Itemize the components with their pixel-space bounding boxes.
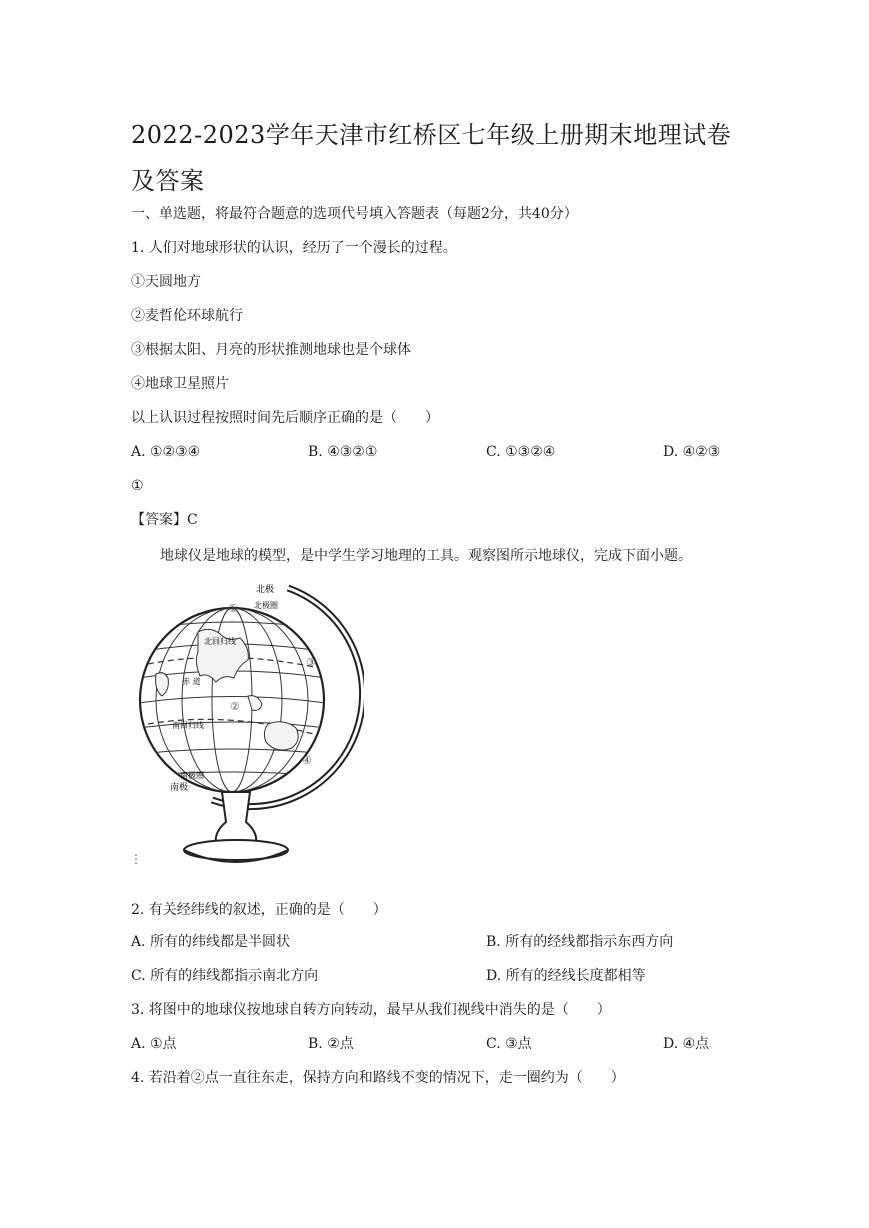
question-3-option-a: A. ①点 [131, 1036, 177, 1052]
section-heading: 一、单选题，将最符合题意的选项代号填入答题表（每题2分，共40分） [131, 206, 578, 222]
label-tropic-capricorn: 南回归线 [172, 721, 204, 730]
label-north-pole: 北极 [256, 585, 275, 595]
question-1-item-4: ④地球卫星照片 [131, 376, 229, 392]
label-south-pole: 南极 [170, 783, 189, 793]
label-equator: 赤 道 [182, 677, 201, 686]
question-2-option-b: B. 所有的经线都指示东西方向 [486, 934, 674, 950]
question-2-option-c: C. 所有的纬线都指示南北方向 [131, 968, 319, 984]
question-1-option-d: D. ④②③ [663, 444, 721, 460]
question-1-answer: 【答案】C [131, 512, 198, 528]
question-1-item-2: ②麦哲伦环球航行 [131, 308, 243, 324]
point-3-marker: ③ [306, 656, 316, 669]
question-2-option-a: A. 所有的纬线都是半圆状 [131, 934, 291, 950]
label-tropic-cancer: 北回归线 [204, 637, 236, 646]
question-1-option-d-wrap: ① [131, 478, 144, 494]
question-1-stem: 1. 人们对地球形状的认识，经历了一个漫长的过程。 [131, 240, 457, 256]
globe-illustration [128, 578, 364, 878]
question-1-item-3: ③根据太阳、月亮的形状推测地球也是个球体 [131, 342, 411, 358]
label-antarctic-circle: 南极圈 [180, 771, 204, 780]
question-3-option-c: C. ③点 [486, 1036, 532, 1052]
point-4-marker: ④ [302, 754, 312, 767]
point-1-marker: ① [228, 602, 238, 615]
scan-artifact: ⋮ [130, 852, 142, 866]
question-1-option-c: C. ①③②④ [486, 444, 556, 460]
document-title: 2022-2023学年天津市红桥区七年级上册期末地理试卷及答案 [131, 121, 732, 195]
question-4-stem: 4. 若沿着②点一直往东走，保持方向和路线不变的情况下，走一圈约为（ ） [131, 1070, 625, 1086]
question-3-option-d: D. ④点 [663, 1036, 710, 1052]
group-intro: 地球仪是地球的模型，是中学生学习地理的工具。观察图所示地球仪，完成下面小题。 [160, 548, 692, 564]
question-2-option-d: D. 所有的经线长度都相等 [486, 968, 646, 984]
question-3-stem: 3. 将图中的地球仪按地球自转方向转动，最早从我们视线中消失的是（ ） [131, 1002, 611, 1018]
question-1-option-b: B. ④③②① [308, 444, 378, 460]
question-1-ask: 以上认识过程按照时间先后顺序正确的是（ ） [131, 410, 439, 426]
question-3-option-b: B. ②点 [308, 1036, 354, 1052]
question-2-stem: 2. 有关经纬线的叙述，正确的是（ ） [131, 902, 387, 918]
question-1-option-a: A. ①②③④ [131, 444, 201, 460]
label-arctic-circle: 北极圈 [254, 601, 278, 610]
question-1-item-1: ①天圆地方 [131, 274, 201, 290]
point-2-marker: ② [230, 700, 240, 713]
